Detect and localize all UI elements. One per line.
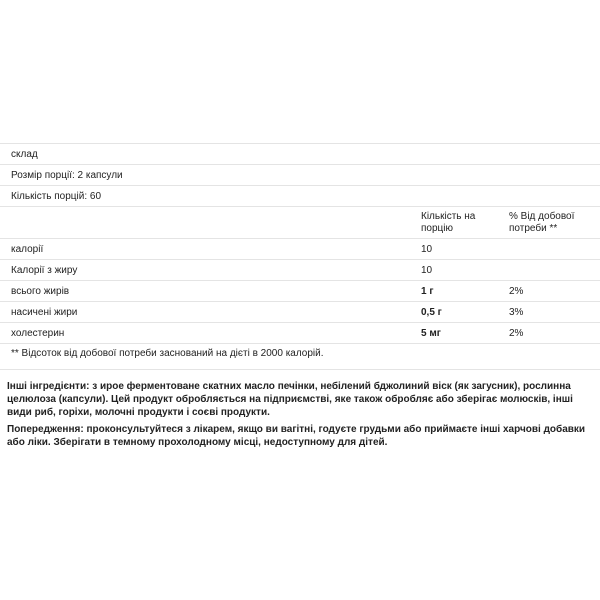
nutrient-dv: 3% — [509, 307, 524, 318]
nutrient-amount: 1 г — [421, 286, 434, 297]
nutrient-row — [0, 259, 600, 280]
other-ingredients: Інші інгредієнти: з ирое ферментоване скатних масло печінки, небілений бджолиний віск (як загусник), рослинна целюлоза (капсули). Цей продукт обробляється на підприємстві, яке також обробляє або зберігає молюсків, інші види риб, горіхи, молочні продукти і соєві продукти. — [7, 381, 573, 418]
nutrient-row — [0, 301, 600, 322]
nutrient-dv: 2% — [509, 328, 524, 339]
nutrient-name: холестерин — [11, 328, 65, 339]
nutrient-row — [0, 280, 600, 301]
nutrient-name: Калорії з жиру — [11, 265, 78, 276]
nutrient-amount: 0,5 г — [421, 307, 442, 318]
nutrient-row — [0, 238, 600, 259]
header-daily-value: % Від добової потреби ** — [509, 211, 575, 234]
servings-per-container: Кількість порцій: 60 — [11, 191, 102, 202]
header-amount: Кількість на порцію — [421, 211, 476, 234]
nutrient-name: всього жирів — [11, 286, 70, 297]
nutrient-amount: 10 — [421, 265, 433, 276]
warning-text: Попередження: проконсультуйтеся з лікарем, якщо ви вагітні, годуєте грудьми або приймаєте інші харчові добавки або ліки. Зберігати в темному прохолодному місці, недоступному для дітей. — [7, 424, 586, 448]
nutrient-amount: 5 мг — [421, 328, 441, 339]
serving-size-row — [0, 164, 600, 185]
column-header-row — [0, 206, 600, 238]
facts-title-row — [0, 143, 600, 164]
nutrient-row — [0, 322, 600, 343]
nutrient-name: калорії — [11, 244, 44, 255]
daily-value-footnote: ** Відсоток від добової потреби заснований на дієті в 2000 калорій. — [11, 348, 324, 359]
facts-title: склад — [11, 149, 38, 160]
footnote-row — [0, 343, 600, 370]
nutrient-name: насичені жири — [11, 307, 78, 318]
nutrient-amount: 10 — [421, 244, 433, 255]
serving-size: Розмір порції: 2 капсули — [11, 170, 123, 181]
servings-per-container-row — [0, 185, 600, 206]
nutrient-dv: 2% — [509, 286, 524, 297]
supplement-facts-table — [0, 143, 600, 370]
